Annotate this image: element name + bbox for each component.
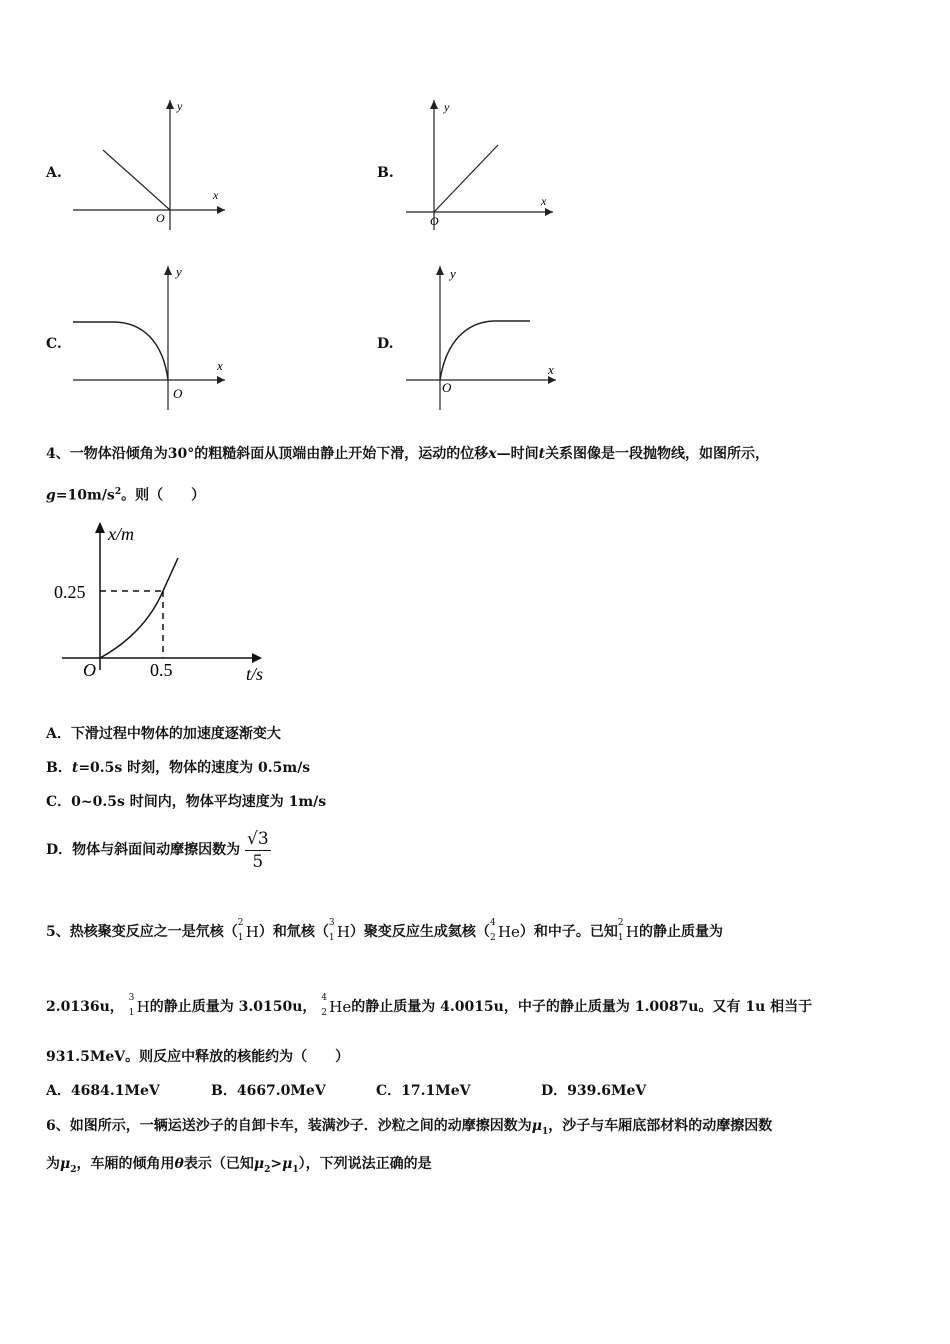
t-axis-arrow bbox=[252, 653, 262, 663]
graph-d-curve bbox=[440, 321, 530, 380]
y-axis-arrow bbox=[436, 266, 444, 275]
graph-c-x: x bbox=[217, 358, 223, 373]
graph-b-line bbox=[434, 145, 498, 212]
q4-figure bbox=[50, 518, 280, 690]
graph-a-line bbox=[103, 150, 170, 210]
q5-option-b[interactable]: B．4667.0MeV bbox=[211, 1083, 326, 1099]
q4-option-a[interactable]: A．下滑过程中物体的加速度逐渐变大 bbox=[46, 726, 281, 742]
graph-b-label: B. bbox=[377, 165, 394, 181]
graph-b-origin: O bbox=[430, 214, 439, 228]
q5-option-a[interactable]: A．4684.1MeV bbox=[46, 1083, 160, 1099]
x-tick-05: 0.5 bbox=[150, 660, 173, 680]
graph-d-origin: O bbox=[442, 380, 452, 395]
graph-b-y: y bbox=[444, 100, 450, 114]
fraction-sqrt3-over-5: $\frac{√3}{5}$ bbox=[247, 828, 269, 872]
graph-a-x: x bbox=[213, 188, 219, 202]
y-axis-arrow bbox=[166, 100, 174, 109]
graph-c-y: y bbox=[176, 264, 182, 279]
q6-number: 6、 bbox=[46, 1118, 70, 1134]
q5-option-d[interactable]: D．939.6MeV bbox=[541, 1083, 647, 1099]
q5-stem-line3: 931.5MeV。则反应中释放的核能约为（ ） bbox=[46, 1049, 350, 1065]
graph-d-label: D. bbox=[377, 336, 394, 352]
x-axis-arrow bbox=[217, 376, 225, 384]
x-axis-label: t/s bbox=[246, 664, 264, 684]
isotope-he4: 4 2 He bbox=[489, 918, 520, 943]
x-axis-arrow bbox=[548, 376, 556, 384]
isotope-h3-b: 3 1 H bbox=[128, 993, 150, 1018]
isotope-he4-b: 4 2 He bbox=[321, 993, 352, 1018]
isotope-h2: 2 1 H bbox=[237, 918, 259, 943]
graph-a-y: y bbox=[177, 99, 183, 113]
x-axis-arrow bbox=[545, 208, 553, 216]
isotope-h2-b: 2 1 H bbox=[617, 918, 639, 943]
y-axis-label: x/m bbox=[108, 524, 134, 544]
q5-stem-line2: 2.0136u， 3 1 H的静止质量为 3.0150u， 4 2 He的静止质量为 4.0015u，中子的静止质量为 1.0087u。又有 1u 相当于 bbox=[46, 993, 813, 1018]
graph-c bbox=[65, 262, 245, 412]
y-tick-025: 0.25 bbox=[54, 582, 86, 602]
graph-a-origin: O bbox=[156, 211, 165, 225]
graph-a bbox=[65, 95, 245, 235]
q4-option-b[interactable]: B．t=0.5s 时刻，物体的速度为 0.5m/s bbox=[46, 760, 311, 776]
isotope-h3: 3 1 H bbox=[328, 918, 350, 943]
graph-d bbox=[398, 262, 568, 412]
q6-stem-line1: 6、如图所示，一辆运送沙子的自卸卡车，装满沙子．沙粒之间的动摩擦因数为$\mu_1$，沙子与车厢底部材料的动摩擦因数 bbox=[46, 1118, 773, 1137]
graph-b bbox=[398, 95, 568, 235]
graph-c-curve bbox=[73, 322, 168, 380]
q5-stem-line1: 5、热核聚变反应之一是氘核（ 2 1 H）和氚核（ 3 1 H）聚变反应生成氦核（ 4 2 He）和中子。已知 2 1 H的静止质量为 bbox=[46, 918, 723, 943]
graph-b-x: x bbox=[541, 194, 547, 208]
q6-stem-line2: 为$\mu_2$，车厢的倾角用θ表示（已知$\mu_2>\mu_1$），下列说法正确的是 bbox=[46, 1156, 432, 1175]
q5-number: 5、 bbox=[46, 924, 70, 940]
q4-stem-line2: $g=10m/s^2$。则（ ） bbox=[46, 487, 206, 504]
x-axis-arrow bbox=[217, 206, 225, 214]
q4-option-c[interactable]: C．0~0.5s 时间内，物体平均速度为 1m/s bbox=[46, 794, 327, 810]
q4-stem-line1: 4、一物体沿倾角为30°的粗糙斜面从顶端由静止开始下滑，运动的位移x—时间t关系图像是一段抛物线，如图所示， bbox=[46, 446, 770, 462]
x-axis-arrow bbox=[95, 522, 105, 533]
q4-number: 4、 bbox=[46, 446, 70, 462]
q5-option-c[interactable]: C．17.1MeV bbox=[376, 1083, 471, 1099]
graph-d-y: y bbox=[450, 266, 456, 281]
origin-label: O bbox=[83, 660, 96, 680]
q4-option-d[interactable]: D．物体与斜面间动摩擦因数为 $\frac{√3}{5}$ bbox=[46, 828, 269, 872]
graph-a-label: A. bbox=[46, 165, 62, 181]
graph-c-label: C. bbox=[46, 336, 62, 352]
xt-parabola bbox=[100, 558, 178, 658]
y-axis-arrow bbox=[430, 100, 438, 109]
graph-d-x: x bbox=[548, 362, 554, 377]
y-axis-arrow bbox=[164, 266, 172, 275]
graph-c-origin: O bbox=[173, 386, 183, 401]
